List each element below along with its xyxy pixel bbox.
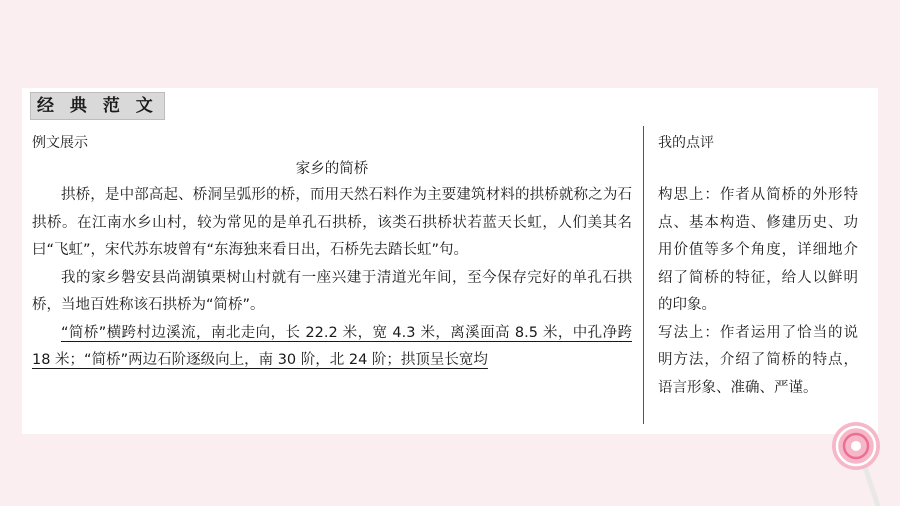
comment-writing: 写法上：作者运用了恰当的说明方法，介绍了简桥的特点，语言形象、准确、严谨。 [658, 324, 858, 396]
essay-title: 家乡的简桥 [295, 161, 369, 177]
essay-paragraph-underlined: “简桥”横跨村边溪流，南北走向，长 22.2 米，宽 4.3 米，离溪面高 8.5 米，中孔净跨 18 米；“简桥”两边石阶逐级向上，南 30 阶，北 24 阶；拱顶呈长宽均 [32, 324, 632, 368]
content-card [22, 88, 878, 434]
example-heading: 例文展示 [32, 135, 88, 151]
essay-column [32, 156, 632, 375]
comment-column [658, 182, 858, 402]
essay-paragraph: 我的家乡磐安县尚湖镇栗树山村就有一座兴建于清道光年间，至今保存完好的单孔石拱桥，当地百姓称该石拱桥为“简桥”。 [32, 269, 632, 313]
essay-paragraph: 拱桥，是中部高起、桥洞呈弧形的桥，而用天然石料作为主要建筑材料的拱桥就称之为石拱桥。在江南水乡山村，较为常见的是单孔石拱桥，该类石拱桥状若蓝天长虹，人们美其名曰“飞虹”，宋代苏东坡曾有“东海独来看日出，石桥先去踏长虹”句。 [32, 187, 632, 258]
column-divider [643, 126, 644, 424]
lollipop-icon [826, 420, 900, 506]
comment-heading: 我的点评 [658, 135, 714, 151]
section-tag: 经 典 范 文 [30, 92, 165, 120]
comment-structure: 构思上：作者从简桥的外形特点、基本构造、修建历史、功用价值等多个角度，详细地介绍了简桥的特征，给人以鲜明的印象。 [658, 187, 858, 313]
